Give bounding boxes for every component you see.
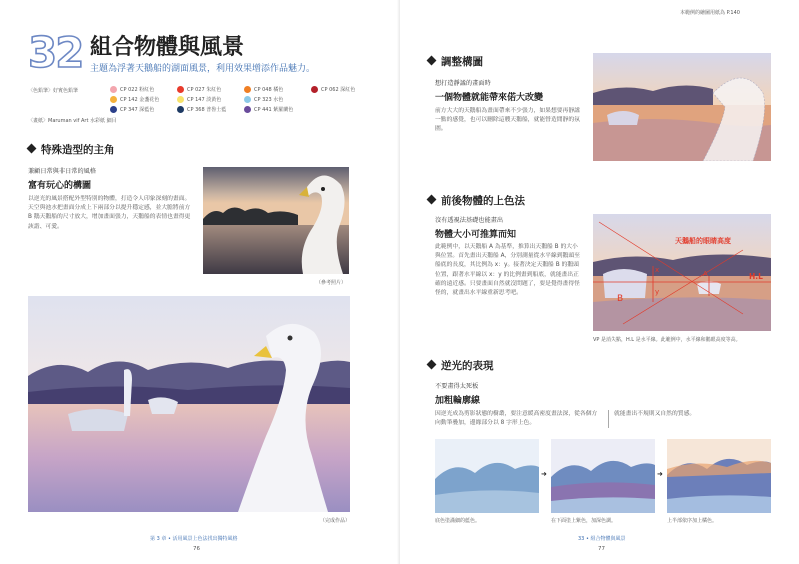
page-number: 76 [193, 546, 200, 552]
color-item: CP 147 淡黃色 [177, 96, 221, 103]
left-page [0, 0, 399, 564]
color-swatch [177, 106, 184, 113]
color-swatch [177, 86, 184, 93]
diagram-x-label: x [655, 266, 660, 274]
section-lead: 不要畫得太死板 [435, 383, 479, 390]
color-swatch [110, 86, 117, 93]
right-page [400, 0, 799, 564]
section-body: 前方大大的天鵝船為畫面帶來不少張力，如果想要再靜謐一點的感覺，也可以刪除這艘天鵝船，就能營造閒靜的氛圍。 [435, 108, 580, 133]
section-lead-strong: 加粗輪廓線 [435, 396, 481, 406]
step-image [667, 439, 771, 513]
header-note: 本範例的繪圖用紙為 P.140 [680, 10, 740, 16]
diagram-b-label: B [617, 294, 624, 304]
diamond-icon [427, 360, 437, 370]
color-swatch [311, 86, 318, 93]
diagram-a-label: A [703, 270, 708, 278]
step-caption: 底色塗滿細的藍色。 [435, 518, 481, 524]
section-body: 以逆光的風景搭配外型特別的物體，打造令人印象深刻的畫面。天空與池水把畫面分成上下兩部分以提升穩定感，並大膽將前方 B 鵝天鵝船的尺寸放大，增加畫面張力，天鵝船的表情也畫得更詼諧、可愛。 [28, 196, 191, 230]
section-heading: 前後物體的上色法 [428, 193, 525, 208]
step-caption: 上半部依序加上橘色。 [667, 518, 718, 524]
finished-artwork [28, 296, 350, 512]
diagram-hl-label: H.L [749, 272, 763, 281]
color-item: CP 062 深紅色 [311, 86, 355, 93]
section-body: 因逆光成為剪影狀態的樹叢，要注意緩高密度畫法深，從各個方向動筆疊加，邊緣部分以 8 字形上色。 [435, 411, 598, 427]
color-swatch [244, 96, 251, 103]
lesson-number: 32 [28, 28, 83, 77]
color-swatch [110, 96, 117, 103]
section-lead: 兼顧日常與非日常的風格 [28, 168, 97, 175]
artwork-caption: （完成作品） [320, 518, 351, 524]
color-item: CP 142 金盞花色 [110, 96, 159, 103]
color-item: CP 368 普魯士藍 [177, 106, 226, 113]
color-item: CP 027 朱紅色 [177, 86, 221, 93]
section-heading: 調整構圖 [428, 54, 483, 69]
color-swatch [110, 106, 117, 113]
section-lead-strong: 富有玩心的構圖 [28, 181, 92, 191]
color-swatch [177, 96, 184, 103]
color-swatch [244, 86, 251, 93]
color-item: CP 048 橘色 [244, 86, 283, 93]
color-item: CP 323 水色 [244, 96, 283, 103]
diamond-icon [427, 195, 437, 205]
photo-caption: （參考照片） [316, 280, 347, 286]
diagram-y-label: y [655, 288, 660, 296]
color-swatch [244, 106, 251, 113]
arrow-right-icon: ➜ [657, 470, 663, 478]
diamond-icon [427, 56, 437, 66]
color-item: CP 441 紫羅蘭色 [244, 106, 293, 113]
reference-photo [203, 167, 349, 274]
diamond-icon [27, 144, 37, 154]
page-number: 77 [598, 546, 605, 552]
color-item: CP 347 深藍色 [110, 106, 154, 113]
page-footer: 第 3 章 • 活用風景上色法找出獨特風格 [150, 536, 238, 542]
step-image [435, 439, 539, 513]
section-side-note: 就能畫出不規則又自然的質感。 [614, 411, 696, 417]
page-title: 組合物體與風景 [90, 35, 245, 60]
section-lead: 想打造靜謐的畫面時 [435, 80, 491, 87]
diagram-eye-label: 天鵝船的眼睛高度 [675, 237, 731, 245]
diagram-caption: VP 是消失點，H.L 是水平線。此範例中，水平線和鵝眼高度等高。 [593, 337, 741, 343]
paper-label: 〈畫紙〉Maruman vif Art 水彩紙 細目 [28, 118, 117, 124]
section-body: 此範例中，以天鵝船 A 為基準，推算出天鵝船 B 的大小與位置。首先畫出天鵝船 A，分別測量從水平線到鵝頭至船底的長度，其比例為 x：y。接著決定天鵝船 B 的鵝頭位置，跟著水平線以 x：y 的比例畫到船底，就能畫出正確的遠近感。只要畫面自然就沒問題了，要是覺得畫得怪怪的，就畫出水平線重新思考吧。 [435, 244, 580, 297]
step-caption: 在下面塗上紫色，加深色調。 [551, 518, 617, 524]
perspective-diagram [593, 214, 771, 331]
step-image [551, 439, 655, 513]
section-lead-strong: 一個物體就能帶來偌大改變 [435, 93, 544, 103]
page-footer: 33 • 組合物體與風景 [578, 536, 626, 542]
arrow-right-icon: ➜ [541, 470, 547, 478]
color-item: CP 022 粉紅色 [110, 86, 154, 93]
section-lead: 沒有透視法基礎也能畫出 [435, 217, 504, 224]
section-heading: 特殊造型的主角 [28, 142, 115, 157]
materials-label: 〈色鉛筆〉好賓色鉛筆 [28, 88, 79, 94]
divider [608, 410, 609, 428]
section-lead-strong: 物體大小可推算而知 [435, 230, 517, 240]
section-heading: 逆光的表現 [428, 358, 494, 373]
page-subtitle: 主題為浮著天鵝船的湖面風景，利用效果增添作品魅力。 [90, 64, 316, 74]
composition-sketch [593, 53, 771, 161]
